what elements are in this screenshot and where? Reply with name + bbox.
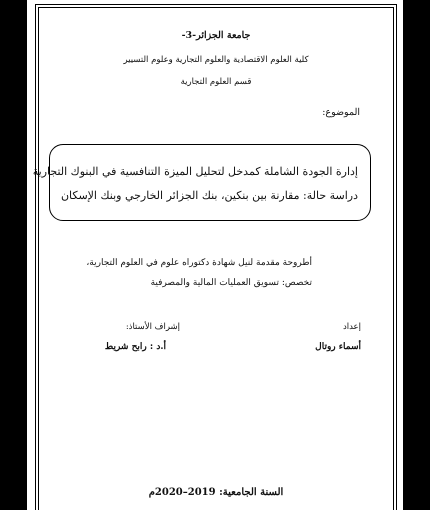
thesis-title-box xyxy=(32,144,371,221)
supervision-label: إشراف الأستاذ: xyxy=(125,322,180,332)
page-border xyxy=(32,4,397,510)
subject-label: الموضوع: xyxy=(322,107,360,118)
thesis-title: إدارة الجودة الشاملة كمدخل لتحليل الميزة التنافسية في البنوك التجارية xyxy=(32,165,358,178)
department-name: قسم العلوم التجارية xyxy=(180,77,252,87)
prepared-by-label: إعداد xyxy=(342,322,361,332)
university-name: جامعة الجزائر-3- xyxy=(181,30,251,41)
thesis-specialty: تخصص: تسويق العمليات المالية والمصرفية xyxy=(150,278,312,288)
academic-year: السنة الجامعية: 2019–2020م xyxy=(148,487,284,498)
document-page xyxy=(27,0,403,510)
thesis-statement: أطروحة مقدمة لنيل شهادة دكتوراه علوم في العلوم التجارية، xyxy=(86,258,312,268)
supervisor-name: أ.د : رابح شريط xyxy=(104,342,166,352)
thesis-subtitle: دراسة حالة: مقارنة بين بنكين، بنك الجزائر الخارجي وبنك الإسكان xyxy=(60,189,358,202)
faculty-name: كلية العلوم الاقتصادية والعلوم التجارية وعلوم التسيير xyxy=(123,55,309,65)
author-name: أسماء روتال xyxy=(315,342,361,352)
